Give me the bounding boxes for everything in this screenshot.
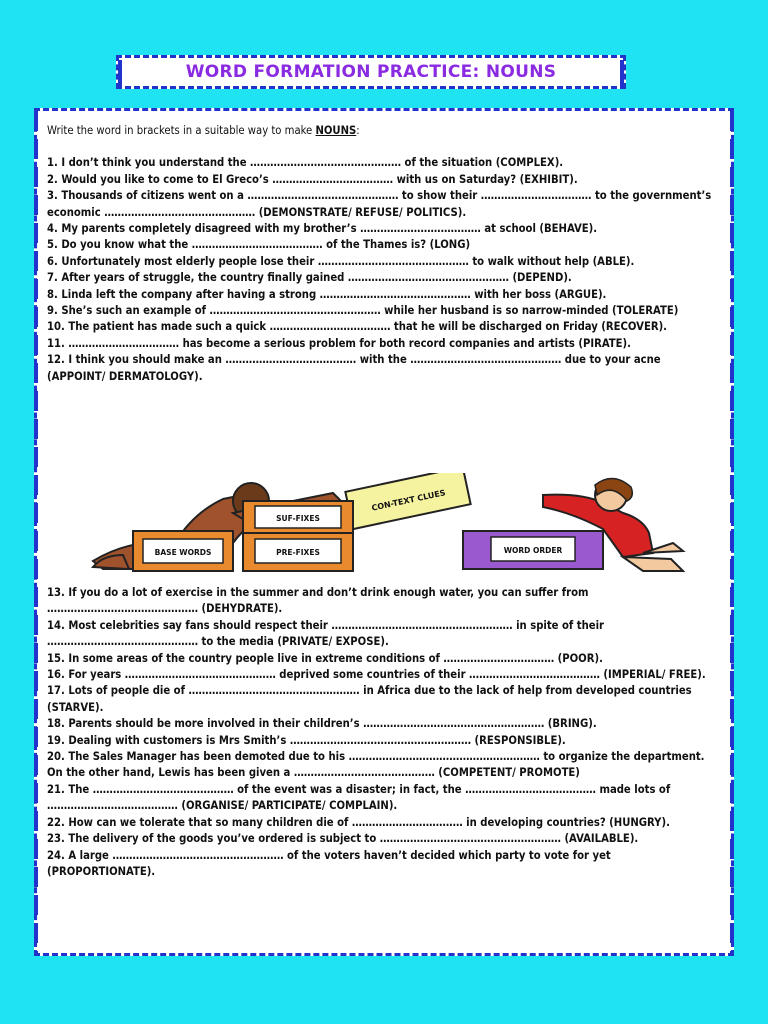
exercise-item: 18. Parents should be more involved in their children’s ……………………………………………… (BRING).: [47, 717, 597, 731]
exercise-item: 8. Linda left the company after having a strong ……………………………………… with her boss (ARGUE).: [47, 287, 607, 301]
block-label: PRE-FIXES: [276, 548, 320, 557]
item-list-1: [47, 155, 719, 385]
context-clues-sign: [345, 473, 470, 529]
block-label: WORD ORDER: [503, 546, 563, 555]
title-box: [116, 55, 626, 89]
exercise-item: 21. The …………………………………… of the event was a disaster; in fact, the ………………………………… made lots of ………………………………… (ORGANISE/ PARTICIPATE/ COMPLAIN).: [47, 782, 671, 813]
exercise-part-2: [47, 585, 719, 880]
exercise-item: 12. I think you should make an ………………………………… with the ……………………………………… due to your acne (APPOINT/ DERMATOLOGY).: [47, 353, 661, 383]
exercise-item: 3. Thousands of citizens went on a ……………………………………… to show their …………………………… to the government’s economic ……………………………………… (DEMONSTRATE/ REFUSE/ POLITICS).: [47, 189, 712, 219]
exercise-item: 20. The Sales Manager has been demoted due to his ………………………………………………… to organize the department. On the other hand, Lewis has been given a …………………………………… (COMPETENT/ PROMOTE): [47, 750, 705, 780]
page-title: WORD FORMATION PRACTICE: NOUNS: [185, 62, 557, 82]
word-blocks-illustration: [83, 473, 715, 573]
instruction: [47, 123, 719, 139]
exercise-item: 1. I don’t think you understand the ……………………………………… of the situation (COMPLEX).: [47, 156, 564, 170]
exercise-item: 11. …………………………… has become a serious problem for both record companies and artists (PIRATE).: [47, 336, 631, 350]
exercise-item: 15. In some areas of the country people live in extreme conditions of …………………………… (POOR).: [47, 651, 603, 665]
instruction-keyword: NOUNS: [315, 124, 357, 137]
exercise-item: 19. Dealing with customers is Mrs Smith’s ……………………………………………… (RESPONSIBLE).: [47, 733, 566, 747]
block-suffixes: [243, 501, 353, 533]
exercise-item: 4. My parents completely disagreed with my brother’s ……………………………… at school (BEHAVE).: [47, 222, 598, 236]
exercise-item: 22. How can we tolerate that so many children die of …………………………… in developing countries? (HUNGRY).: [47, 815, 670, 829]
instruction-suffix: :: [356, 124, 360, 137]
block-label: SUF-FIXES: [276, 514, 320, 523]
block-prefixes: [243, 533, 353, 571]
exercise-item: 24. A large …………………………………………… of the voters haven’t decided which party to vote for yet (PROPORTIONATE).: [47, 848, 611, 878]
exercise-item: 9. She’s such an example of …………………………………………… while her husband is so narrow-minded (TOLERATE): [47, 304, 679, 318]
exercise-part-1: [47, 123, 719, 385]
block-base-words: [133, 531, 233, 571]
exercise-item: 2. Would you like to come to El Greco’s ……………………………… with us on Saturday? (EXHIBIT).: [47, 172, 578, 186]
exercise-item: 13. If you do a lot of exercise in the summer and don’t drink enough water, you can suffer from ……………………………………… (DEHYDRATE).: [47, 586, 589, 616]
sign-text: CON-TEXT CLUES: [370, 488, 447, 513]
exercise-item: 17. Lots of people die of …………………………………………… in Africa due to the lack of help from developed countries (STARVE).: [47, 684, 692, 714]
worksheet: [34, 108, 734, 956]
instruction-text: Write the word in brackets in a suitable way to make: [47, 124, 316, 137]
block-word-order: [463, 531, 603, 569]
exercise-item: 7. After years of struggle, the country finally gained ………………………………………… (DEPEND).: [47, 271, 572, 285]
exercise-item: 10. The patient has made such a quick ……………………………… that he will be discharged on Friday (RECOVER).: [47, 320, 668, 334]
exercise-item: 16. For years ……………………………………… deprived some countries of their ………………………………… (IMPERIAL/ FREE).: [47, 668, 706, 682]
exercise-item: 14. Most celebrities say fans should respect their ……………………………………………… in spite of their ……………………………………… to the media (PRIVATE/ EXPOSE).: [47, 618, 605, 649]
block-label: BASE WORDS: [154, 548, 212, 557]
exercise-item: 5. Do you know what the ………………………………… of the Thames is? (LONG): [47, 238, 471, 252]
exercise-item: 6. Unfortunately most elderly people lose their ……………………………………… to walk without help (ABLE).: [47, 254, 635, 268]
exercise-item: 23. The delivery of the goods you’ve ordered is subject to ……………………………………………… (AVAILABLE).: [47, 832, 639, 846]
